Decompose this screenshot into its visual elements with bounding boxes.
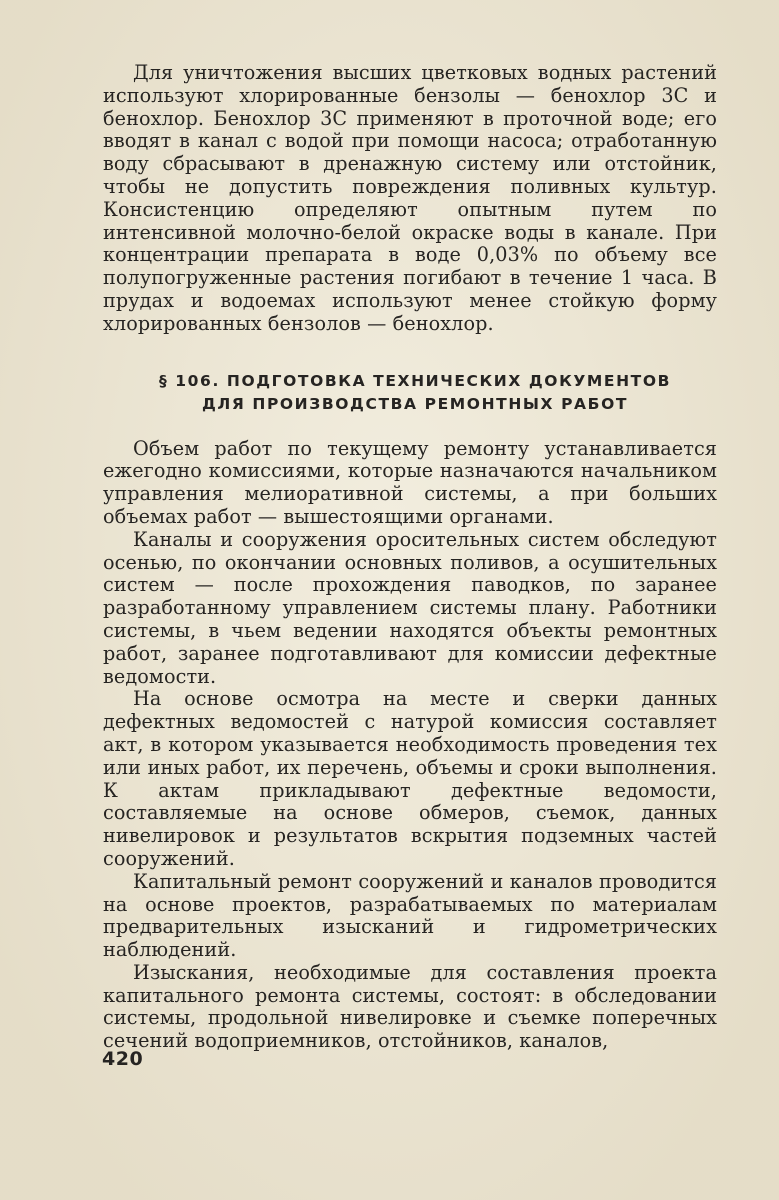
section-heading-line-2: ДЛЯ ПРОИЗВОДСТВА РЕМОНТНЫХ РАБОТ	[201, 394, 629, 413]
body-paragraph-2: Каналы и сооружения оросительных систем обследуют осенью, по окончании основных поливов, а осушительных систем — после прохождения паводков, по заранее разработанному управлением системы плану. Работники системы, в чьем ведении находятся объекты ремонтных работ, заранее подготавливают для комиссии дефектные ведомости.	[103, 527, 717, 688]
section-heading-line-1: § 106. ПОДГОТОВКА ТЕХНИЧЕСКИХ ДОКУМЕНТОВ	[158, 371, 672, 390]
body-paragraph-1: Объем работ по текущему ремонту устанавливается ежегодно комиссиями, которые назначаются начальником управления мелиоративной системы, а при больших объемах работ — вышестоящими органами.	[103, 436, 717, 528]
body-paragraph-5: Изыскания, необходимые для составления проекта капитального ремонта системы, состоят: в обследовании системы, продольной нивелировке и съемке поперечных сечений водоприемников, отстойников, каналов,	[103, 960, 717, 1053]
body-paragraph-3: На основе осмотра на месте и сверки данных дефектных ведомостей с натурой комиссия составляет акт, в котором указывается необходимость проведения тех или иных работ, их перечень, объемы и сроки выполнения. К актам прикладывают дефектные ведомости, составляемые на основе обмеров, съемок, данных нивелировок и результатов вскрытия подземных частей сооружений.	[103, 687, 717, 870]
intro-paragraph: Для уничтожения высших цветковых водных растений используют хлорированные бензолы — бенохлор 3С и бенохлор. Бенохлор 3С применяют в проточной воде; его вводят в канал с водой при помощи насоса; отработанную воду сбрасывают в дренажную систему или отстойник, чтобы не допустить повреждения поливных культур. Консистенцию определяют опытным путем по интенсивной молочно-белой окраске воды в канале. При концентрации препарата в воде 0,03% по объему все полупогруженные растения погибают в течение 1 часа. В прудах и водоемах используют менее стойкую форму хлорированных бензолов — бенохлор.	[103, 61, 717, 335]
page-number: 420	[102, 1048, 144, 1070]
section-heading	[103, 370, 717, 416]
body-paragraph-4: Капитальный ремонт сооружений и каналов проводится на основе проектов, разрабатываемых по материалам предварительных изысканий и гидрометрических наблюдений.	[103, 869, 717, 962]
